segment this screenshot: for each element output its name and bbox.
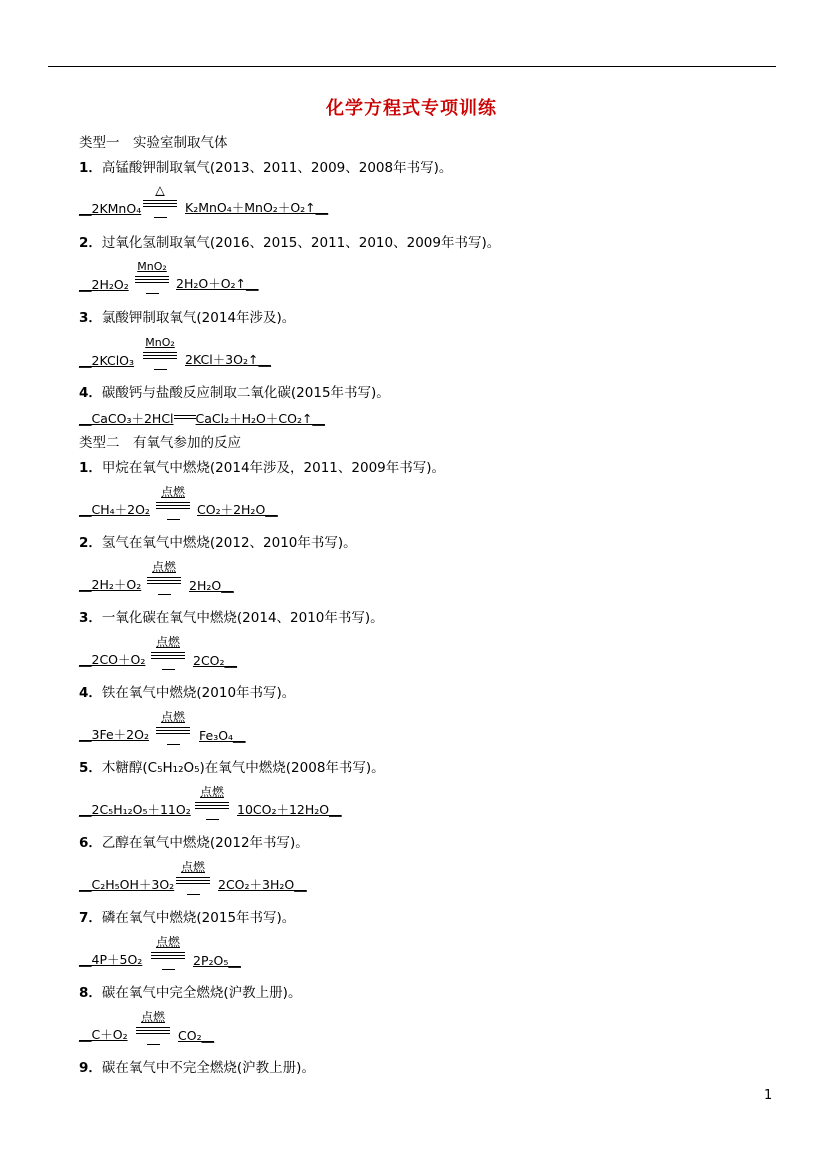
reaction-condition: △ <box>155 183 165 197</box>
page-title: 化学方程式专项训练 <box>326 98 497 119</box>
reaction-sign <box>154 486 192 522</box>
question-text: 乙醇在氧气中燃烧(2012年书写)。 <box>101 835 309 851</box>
question-text: 木糖醇(C₅H₁₂O₅)在氧气中燃烧(2008年书写)。 <box>101 760 385 776</box>
question-number: 4． <box>79 385 102 401</box>
question <box>79 1059 315 1077</box>
question-number: 6． <box>79 835 102 851</box>
reaction-condition: MnO₂ <box>137 260 167 273</box>
question-number: 8． <box>79 985 102 1001</box>
question-text: 氯酸钾制取氧气(2014年涉及)。 <box>101 310 296 326</box>
question-text: 过氧化氢制取氧气(2016、2015、2011、2010、2009年书写)。 <box>101 235 501 251</box>
equation-products: 2H₂O__ <box>189 578 234 593</box>
equation-products: 10CO₂＋12H₂O__ <box>237 802 342 817</box>
equation-reactants: __CaCO₃＋2HCl <box>79 411 174 426</box>
equation-products: 2KCl＋3O₂↑__ <box>185 352 271 367</box>
reaction-condition: 点燃 <box>151 560 176 574</box>
question-number: 4． <box>79 685 102 701</box>
equation-products: 2CO₂＋3H₂O__ <box>218 877 307 892</box>
question-number: 1． <box>79 160 102 176</box>
equation-reactants: __C₂H₅OH＋3O₂ <box>79 877 175 892</box>
header-rule <box>48 66 776 67</box>
reaction-sign <box>154 711 192 747</box>
equation-reactants: __C＋O₂ <box>79 1027 128 1042</box>
question-text: 高锰酸钾制取氧气(2013、2011、2009、2008年书写)。 <box>101 160 453 176</box>
equation-products: 2CO₂__ <box>193 653 238 668</box>
question <box>79 759 385 777</box>
question <box>79 459 445 477</box>
equation-reactants: __2H₂O₂ <box>79 277 129 292</box>
section-heading: 类型一 实验室制取气体 <box>79 135 228 151</box>
equation-products: K₂MnO₄＋MnO₂＋O₂↑__ <box>185 200 329 215</box>
section-heading: 类型二 有氧气参加的反应 <box>79 435 241 451</box>
equation-products: CaCl₂＋H₂O＋CO₂↑__ <box>195 411 325 426</box>
question-text: 氢气在氧气中燃烧(2012、2010年书写)。 <box>101 535 357 551</box>
reaction-condition: MnO₂ <box>145 336 175 349</box>
question-number: 9． <box>79 1060 102 1076</box>
equation-reactants: __CH₄＋2O₂ <box>79 502 150 517</box>
equation-products: CO₂＋2H₂O__ <box>197 502 278 517</box>
question <box>79 609 384 627</box>
question-text: 磷在氧气中燃烧(2015年书写)。 <box>101 910 296 926</box>
equation-reactants: __2C₅H₁₂O₅＋11O₂ <box>79 802 191 817</box>
equation-products: 2P₂O₅__ <box>193 953 241 968</box>
reaction-condition: 点燃 <box>160 485 185 499</box>
equation-products: 2H₂O＋O₂↑__ <box>176 276 259 291</box>
equation-reactants: __2KClO₃ <box>79 353 135 368</box>
reaction-condition: 点燃 <box>160 710 185 724</box>
question <box>79 159 452 177</box>
question <box>79 984 301 1002</box>
question-text: 铁在氧气中燃烧(2010年书写)。 <box>101 685 296 701</box>
question-text: 碳酸钙与盐酸反应制取二氧化碳(2015年书写)。 <box>101 385 390 401</box>
reaction-condition: 点燃 <box>140 1010 165 1024</box>
reaction-sign <box>174 415 196 421</box>
reaction-sign <box>149 936 187 972</box>
reaction-sign <box>149 636 187 672</box>
reaction-condition: 点燃 <box>155 635 180 649</box>
reaction-sign <box>141 336 179 372</box>
question-number: 5． <box>79 760 102 776</box>
equation-reactants: __2KMnO₄ <box>79 201 142 216</box>
equation-reactants: __3Fe＋2O₂ <box>79 727 149 742</box>
question <box>79 234 500 252</box>
equation-products: CO₂__ <box>178 1028 215 1043</box>
page-number: 1 <box>764 1088 773 1103</box>
reaction-sign <box>145 561 183 597</box>
question-text: 甲烷在氧气中燃烧(2014年涉及，2011、2009年书写)。 <box>101 460 446 476</box>
reaction-sign <box>193 786 231 822</box>
question-text: 碳在氧气中不完全燃烧(沪教上册)。 <box>101 1060 315 1076</box>
equation-reactants: __4P＋5O₂ <box>79 952 143 967</box>
question-number: 3． <box>79 310 102 326</box>
question-number: 1． <box>79 460 102 476</box>
reaction-condition: 点燃 <box>199 785 224 799</box>
reaction-sign <box>141 184 179 220</box>
question-number: 3． <box>79 610 102 626</box>
question <box>79 309 295 327</box>
equation-answer <box>79 410 325 428</box>
question-number: 7． <box>79 910 102 926</box>
equation-reactants: __2H₂＋O₂ <box>79 577 142 592</box>
reaction-sign <box>133 260 171 296</box>
equation-reactants: __2CO＋O₂ <box>79 652 146 667</box>
reaction-sign <box>134 1011 172 1047</box>
question <box>79 909 295 927</box>
question-number: 2． <box>79 535 102 551</box>
reaction-condition: 点燃 <box>155 935 180 949</box>
question <box>79 534 357 552</box>
reaction-condition: 点燃 <box>180 860 205 874</box>
question <box>79 384 390 402</box>
question <box>79 684 295 702</box>
equation-products: Fe₃O₄__ <box>199 728 246 743</box>
question-text: 一氧化碳在氧气中燃烧(2014、2010年书写)。 <box>101 610 384 626</box>
reaction-sign <box>174 861 212 897</box>
question-text: 碳在氧气中完全燃烧(沪教上册)。 <box>101 985 302 1001</box>
question <box>79 834 309 852</box>
question-number: 2． <box>79 235 102 251</box>
